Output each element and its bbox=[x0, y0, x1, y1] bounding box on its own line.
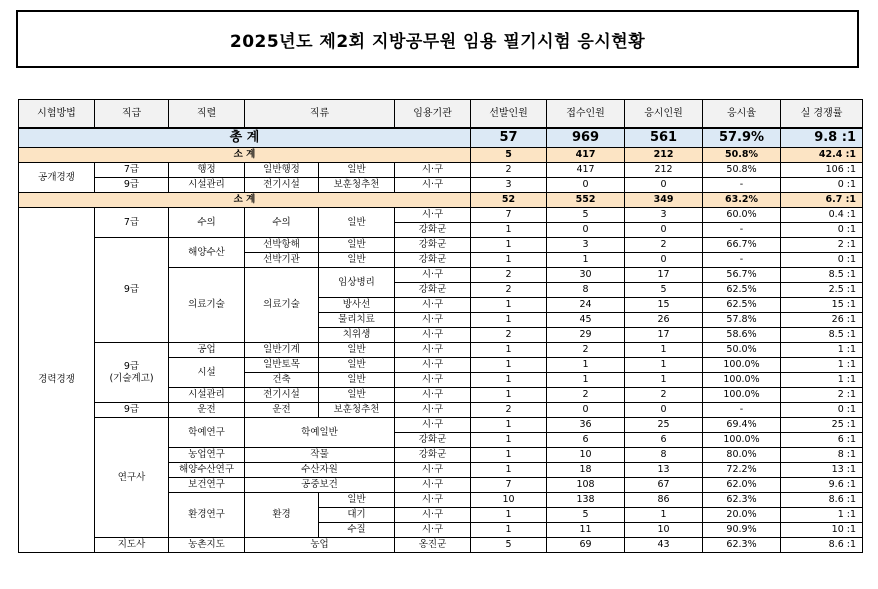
table-row: 의료기술 의료기술 임상병리 시·구 2 30 17 56.7% 8.5 :1 bbox=[19, 268, 863, 283]
table-row: 9급 운전 운전 보훈청추천 시·구 2 0 0 - 0 :1 bbox=[19, 403, 863, 418]
header-competition: 실 경쟁률 bbox=[781, 100, 863, 129]
table-row: 강화군 1 6 6 100.0% 6 :1 bbox=[19, 433, 863, 448]
table-row: 방사선 시·구 1 24 15 62.5% 15 :1 bbox=[19, 298, 863, 313]
subtotal-row: 소 계 52 552 349 63.2% 6.7 :1 bbox=[19, 193, 863, 208]
method-cell: 공개경쟁 bbox=[19, 163, 95, 193]
table-row: 건축 일반 시·구 1 1 1 100.0% 1 :1 bbox=[19, 373, 863, 388]
table-row: 물리치료 시·구 1 45 26 57.8% 26 :1 bbox=[19, 313, 863, 328]
header-method: 시험방법 bbox=[19, 100, 95, 129]
page-title: 2025년도 제2회 지방공무원 임용 필기시험 응시현황 bbox=[229, 31, 646, 52]
table-row: 시설 일반토목 일반 시·구 1 1 1 100.0% 1 :1 bbox=[19, 358, 863, 373]
subtotal-row: 소 계 5 417 212 50.8% 42.4 :1 bbox=[19, 148, 863, 163]
title-box bbox=[16, 10, 859, 68]
header-applied: 접수인원 bbox=[547, 100, 625, 129]
table-row: 강화군 2 8 5 62.5% 2.5 :1 bbox=[19, 283, 863, 298]
table-row: 경력경쟁 7급 수의 수의 일반 시·구 7 5 3 60.0% 0.4 :1 bbox=[19, 208, 863, 223]
table-row: 강화군 1 0 0 - 0 :1 bbox=[19, 223, 863, 238]
header-selected: 선발인원 bbox=[471, 100, 547, 129]
header-series: 직렬 bbox=[169, 100, 245, 129]
table-row: 수질 시·구 1 11 10 90.9% 10 :1 bbox=[19, 523, 863, 538]
table-row: 9급 (기술계고) 공업 일반기계 일반 시·구 1 2 1 50.0% 1 :1 bbox=[19, 343, 863, 358]
table-row: 환경연구 환경 일반 시·구 10 138 86 62.3% 8.6 :1 bbox=[19, 493, 863, 508]
header-grade: 직급 bbox=[95, 100, 169, 129]
exam-status-table bbox=[18, 99, 863, 553]
table-row: 공개경쟁 7급 행정 일반행정 일반 시·구 2 417 212 50.8% 106 :1 bbox=[19, 163, 863, 178]
table-row: 농업연구 작물 강화군 1 10 8 80.0% 8 :1 bbox=[19, 448, 863, 463]
method-cell: 경력경쟁 bbox=[19, 208, 95, 553]
table-row: 보건연구 공중보건 시·구 7 108 67 62.0% 9.6 :1 bbox=[19, 478, 863, 493]
table-row: 지도사 농촌지도 농업 옹진군 5 69 43 62.3% 8.6 :1 bbox=[19, 538, 863, 553]
table-row: 대기 시·구 1 5 1 20.0% 1 :1 bbox=[19, 508, 863, 523]
header-row bbox=[19, 100, 863, 129]
total-row: 총 계 57 969 561 57.9% 9.8 :1 bbox=[19, 128, 863, 148]
table-row: 연구사 학예연구 학예일반 시·구 1 36 25 69.4% 25 :1 bbox=[19, 418, 863, 433]
header-agency: 임용기관 bbox=[395, 100, 471, 129]
table-row: 9급 해양수산 선박항해 일반 강화군 1 3 2 66.7% 2 :1 bbox=[19, 238, 863, 253]
header-class: 직류 bbox=[245, 100, 395, 129]
table-row: 해양수산연구 수산자원 시·구 1 18 13 72.2% 13 :1 bbox=[19, 463, 863, 478]
table-row: 선박기관 일반 강화군 1 1 0 - 0 :1 bbox=[19, 253, 863, 268]
header-attended: 응시인원 bbox=[625, 100, 703, 129]
header-rate: 응시율 bbox=[703, 100, 781, 129]
table-row: 시설관리 전기시설 일반 시·구 1 2 2 100.0% 2 :1 bbox=[19, 388, 863, 403]
table-row: 치위생 시·구 2 29 17 58.6% 8.5 :1 bbox=[19, 328, 863, 343]
table-row: 9급 시설관리 전기시설 보훈청추천 시·구 3 0 0 - 0 :1 bbox=[19, 178, 863, 193]
